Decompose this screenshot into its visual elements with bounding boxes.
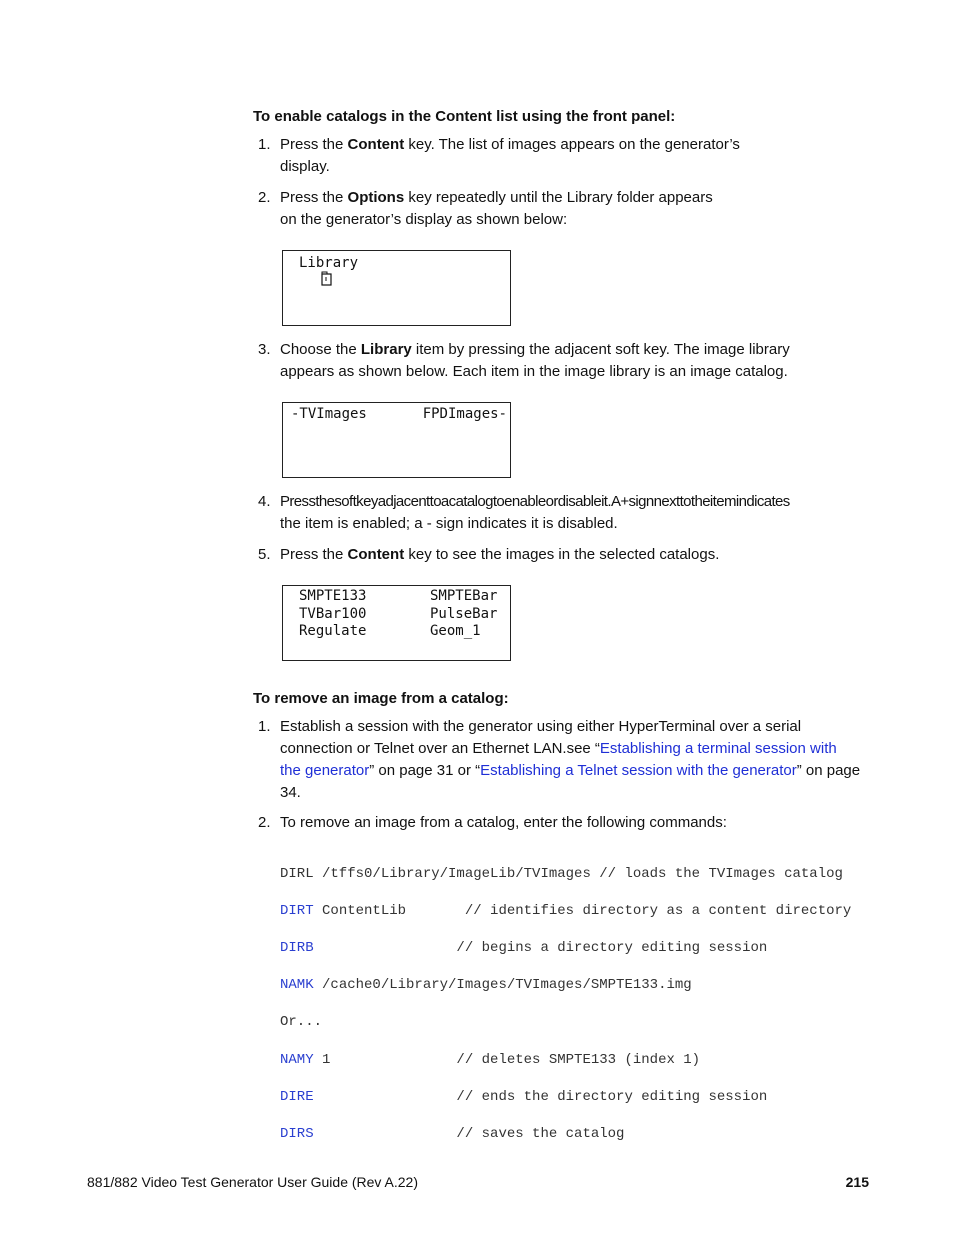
footer-title: 881/882 Video Test Generator User Guide (Rev A.22) [87, 1174, 419, 1190]
key-name: Library [360, 341, 412, 358]
step-number: 1. [258, 136, 271, 153]
text: Press the [280, 546, 348, 563]
command: NAMK [280, 977, 314, 994]
lcd-item: SMPTEBar [430, 588, 498, 604]
text: on the generator’s display as shown below: [280, 211, 568, 228]
key-name: Content [347, 546, 405, 563]
remove-step-2-text: To remove an image from a catalog, enter the following commands: [280, 814, 727, 831]
code-line [280, 1051, 851, 1070]
key-name: Options [347, 189, 405, 206]
text: Press the [280, 136, 348, 153]
step-number: 4. [258, 493, 271, 510]
link-telnet-session[interactable]: Establishing a Telnet session with the generator [480, 762, 797, 779]
link-terminal-session[interactable]: Establishing a terminal session with [599, 740, 837, 757]
text: the item is enabled; a - sign indicates it is disabled. [280, 515, 618, 532]
section-heading-enable-catalogs: To enable catalogs in the Content list using the front panel: [253, 108, 676, 125]
text: Establish a session with the generator using either HyperTerminal over a serial [280, 718, 802, 735]
step-4-text [280, 491, 870, 535]
step-5-text [280, 544, 719, 566]
step-number: 1. [258, 718, 271, 735]
page-number: 215 [845, 1174, 869, 1190]
code-line [280, 1013, 851, 1032]
link-terminal-session-cont[interactable]: the generator [280, 762, 370, 779]
step-number: 2. [258, 814, 271, 831]
code-text: /cache0/Library/Images/TVImages/SMPTE133.img [313, 977, 692, 994]
text: item by pressing the adjacent soft key. The image library [411, 341, 790, 358]
step-1-text [280, 134, 740, 178]
text: ” on page 31 or “ [369, 762, 481, 779]
lcd-item: SMPTE133 [299, 588, 367, 604]
command: NAMY [280, 1051, 314, 1068]
text: appears as shown below. Each item in the image library is an image catalog. [280, 363, 788, 380]
command: DIRS [280, 1125, 314, 1142]
text: Choose the [280, 341, 361, 358]
lcd-item: PulseBar [430, 606, 498, 622]
step-number: 3. [258, 341, 271, 358]
code-line [280, 865, 851, 884]
text: 34. [280, 784, 301, 801]
step-3-text [280, 339, 790, 383]
text: connection or Telnet over an Ethernet LAN.see “ [280, 740, 600, 757]
lcd-item: TVBar100 [299, 606, 367, 622]
lcd-item-fpdimages: FPDImages- [422, 406, 507, 422]
code-text: // begins a directory editing session [313, 939, 768, 956]
remove-step-1-text [280, 716, 880, 804]
text: key repeatedly until the Library folder appears [404, 189, 713, 206]
step-number: 5. [258, 546, 271, 563]
lcd-display-catalogs [282, 402, 511, 478]
code-text: 1 // deletes SMPTE133 (index 1) [313, 1051, 701, 1068]
text: display. [280, 158, 330, 175]
code-text: // saves the catalog [313, 1125, 625, 1142]
lcd-item-library: Library [299, 255, 359, 271]
code-line [280, 1088, 851, 1107]
text: Press the [280, 189, 348, 206]
step-2-text [280, 187, 713, 231]
code-text: ContentLib // identifies directory as a content directory [313, 902, 852, 919]
text: key to see the images in the selected catalogs. [404, 546, 720, 563]
code-line [280, 939, 851, 958]
code-line [280, 1125, 851, 1144]
command: DIRT [280, 902, 314, 919]
lcd-item-tvimages: -TVImages [291, 406, 367, 422]
step-number: 2. [258, 189, 271, 206]
lcd-display-library [282, 250, 511, 326]
code-line [280, 902, 851, 921]
code-text: // ends the directory editing session [313, 1088, 768, 1105]
text: ” on page [796, 762, 861, 779]
key-name: Content [347, 136, 405, 153]
text: key. The list of images appears on the generator’s [404, 136, 740, 153]
lcd-item: Regulate [299, 623, 367, 639]
lcd-display-images [282, 585, 511, 661]
command: DIRE [280, 1088, 314, 1105]
code-block [280, 846, 851, 1162]
lcd-item: Geom_1 [430, 623, 481, 639]
code-line [280, 976, 851, 995]
section-heading-remove-image: To remove an image from a catalog: [253, 690, 509, 707]
command: DIRB [280, 939, 314, 956]
code-text: DIRL /tffs0/Library/ImageLib/TVImages // loads the TVImages catalog [280, 865, 843, 882]
text: Pressthesoftkeyadjacenttoacatalogtoenableordisableit.A+signnexttotheitemindicates [280, 493, 790, 510]
code-text: Or... [280, 1014, 323, 1031]
